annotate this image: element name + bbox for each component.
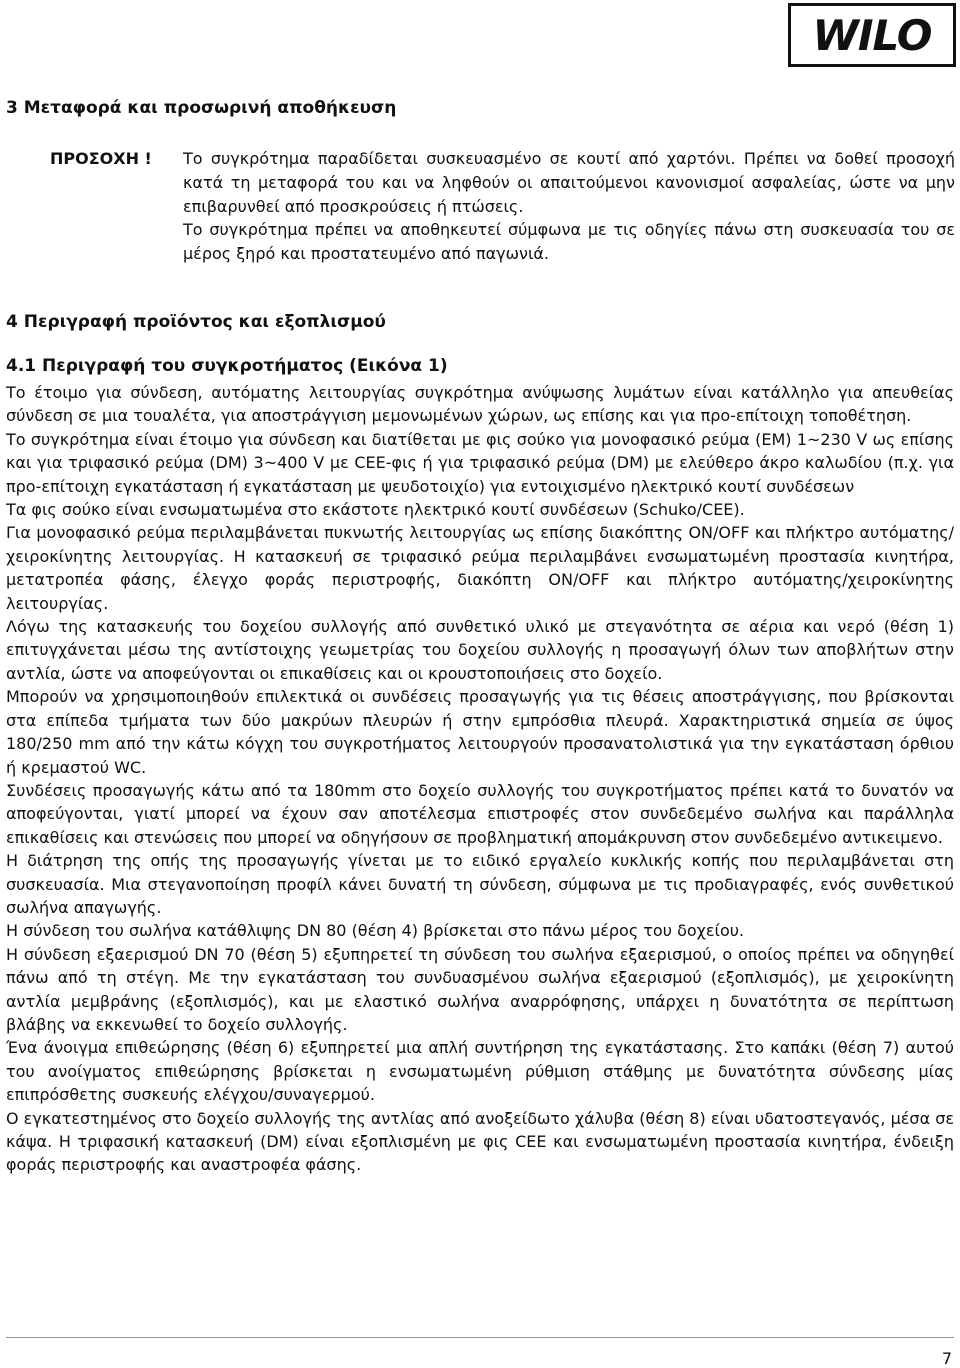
body-paragraph: Το συγκρότημα είναι έτοιμο για σύνδεση και διατίθεται με φις σούκο για μονοφασικό ρεύμα (ΕΜ) 1~230 V ως επίσης και για τριφασικό ρεύμα (DM) 3~400 V με CEE-φις ή για τριφασικό ρεύμα (DM) με ελεύθερο άκρο καλωδίου (π.χ. για προ-επίτοιχη εγκατάσταση ή εγκατάσταση με ψευδοτοιχίο) για εντοιχισμένο ηλεκτρικό κουτί συνδέσεων (6, 429, 954, 496)
body-paragraph: Η διάτρηση της οπής της προσαγωγής γίνεται με το ειδικό εργαλείο κυκλικής κοπής που περιλαμβάνεται στη συσκευασία. Μια στεγανοποίηση προφίλ κάνει δυνατή τη σύνδεση, σύμφωνα με τις προδιαγραφές, ενός συνθετικού σωλήνα απαγωγής. (6, 851, 954, 917)
section-4-1-body (6, 381, 954, 1177)
page-number: 7 (941, 1349, 952, 1368)
body-paragraph: Συνδέσεις προσαγωγής κάτω από τα 180mm στο δοχείο συλλογής του συγκροτήματος πρέπει κατά το δυνατόν να αποφεύγονται, γιατί μπορεί να έχουν σαν αποτέλεσμα επιστροφές στον συνδεδεμένο σωλήνα και παράλληλα επικαθίσεις και στενώσεις που μπορεί να οδηγήσουν σε προβληματική απομάκρυνση στον συνδεδεμένο αντικειμενο. (6, 780, 954, 847)
body-paragraph: Για μονοφασικό ρεύμα περιλαμβάνεται πυκνωτής λειτουργίας ως επίσης διακόπτης ON/OFF και πλήκτρο αυτόματης/χειροκίνητης λειτουργίας. Η κατασκευή σε τριφασικό ρεύμα περιλαμβάνει ενσωματωμένη προστασία κινητήρα, μετατροπέα φάσης, έλεγχο φοράς περιστροφής, διακόπτη ON/OFF και πλήκτρο αυτόματης/χειροκίνητης λειτουργίας. (6, 523, 954, 613)
body-paragraph: Η σύνδεση εξαερισμού DN 70 (θέση 5) εξυπηρετεί τη σύνδεση του σωλήνα εξαερισμού, ο οποίος πρέπει να οδηγηθεί πάνω από τη στέγη. Με την εγκατάσταση του συνδυασμένου σωλήνα εξαερισμού (εξοπλισμός), με χειροκίνητη αντλία μεμβράνης (εξοπλισμός), και με ελαστικό σωλήνα αναρρόφησης, υπάρχει η δυνατότητα σε περίπτωση βλάβης να εκκενωθεί το δοχείο συλλογής. (6, 944, 954, 1034)
caution-paragraph: Το συγκρότημα πρέπει να αποθηκευτεί σύμφωνα με τις οδηγίες πάνω στη συσκευασία του σε μέρος ξηρό και προστατευμένο από παγωνιά. (183, 220, 955, 264)
section-3-heading: 3 Μεταφορά και προσωρινή αποθήκευση (6, 98, 397, 118)
wilo-logo (788, 3, 956, 67)
body-paragraph: Τα φις σούκο είναι ενσωματωμένα στο εκάστοτε ηλεκτρικό κουτί συνδέσεων (Schuko/CEE). (6, 500, 745, 520)
body-paragraph: Μπορούν να χρησιμοποιηθούν επιλεκτικά οι συνδέσεις προσαγωγής για τις θέσεις αποστράγγισης, που βρίσκονται στα επίπεδα τμήματα των δύο μακρύων πλευρών ή στην εμπρόσθια πλευρά. Χαρακτηριστικά σημεία σε ύψος 180/250 mm από την κάτω κόγχη του συγκροτήματος λειτουργούν προσανατολιστικά για την εγκατάσταση όρθιου ή κρεμαστού WC. (6, 687, 954, 777)
caution-text (183, 147, 955, 266)
section-4-1-heading: 4.1 Περιγραφή του συγκροτήματος (Εικόνα 1) (6, 356, 448, 376)
body-paragraph: Το έτοιμο για σύνδεση, αυτόματης λειτουργίας συγκρότημα ανύψωσης λυμάτων είναι κατάλληλο για απευθείας σύνδεση σε μια τουαλέτα, για αποστράγγιση μεμονωμένων χώρων, ως επίσης και για προ-επίτοιχη τοποθέτηση. (6, 383, 954, 426)
footer-rule (6, 1337, 954, 1338)
body-paragraph: Ένα άνοιγμα επιθεώρησης (θέση 6) εξυπηρετεί μια απλή συντήρηση της εγκατάστασης. Στο καπάκι (θέση 7) αυτού του ανοίγματος επιθεώρησης βρίσκεται η ενσωματωμένη ρύθμιση στάθμης με δυνατότητα σύνδεσης μίας επιπρόσθετης συσκευής ελέγχου/συναγερμού. (6, 1038, 954, 1105)
caution-paragraph: Το συγκρότημα παραδίδεται συσκευασμένο σε κουτί από χαρτόνι. Πρέπει να δοθεί προσοχή κατά τη μεταφορά του και να ληφθούν οι απαιτούμενοι κανονισμοί ασφαλείας, ώστε να μην επιβαρυνθεί από προσκρούσεις ή πτώσεις. (183, 149, 955, 216)
logo-text: WILO (812, 10, 932, 60)
caution-label: ΠΡΟΣΟΧΗ ! (50, 149, 152, 168)
body-paragraph: Ο εγκατεστημένος στο δοχείο συλλογής της αντλίας από ανοξείδωτο χάλυβα (θέση 8) είναι υδατοστεγανός, μέσα σε κάψα. Η τριφασική κατασκευή (DM) είναι εξοπλισμένη με φις CEE και ενσωματωμένη προστασία κινητήρα, ένδειξη φοράς περιστροφής και αναστροφέα φάσης. (6, 1108, 954, 1175)
body-paragraph: Η σύνδεση του σωλήνα κατάθλιψης DN 80 (θέση 4) βρίσκεται στο πάνω μέρος του δοχείου. (6, 921, 745, 941)
section-4-heading: 4 Περιγραφή προϊόντος και εξοπλισμού (6, 312, 386, 332)
body-paragraph: Λόγω της κατασκευής του δοχείου συλλογής από συνθετικό υλικό με στεγανότητα σε αέρια και νερό (θέση 1) επιτυγχάνεται μέσω της αντίστοιχης γεωμετρίας του δοχείου συλλογής η προσαγωγή όλων των αποβλήτων στην αντλία, ώστε να αποφεύγονται οι επικαθίσεις και οι κρουστοποιήσεις στο δοχείο. (6, 617, 954, 683)
caution-block (50, 147, 955, 266)
